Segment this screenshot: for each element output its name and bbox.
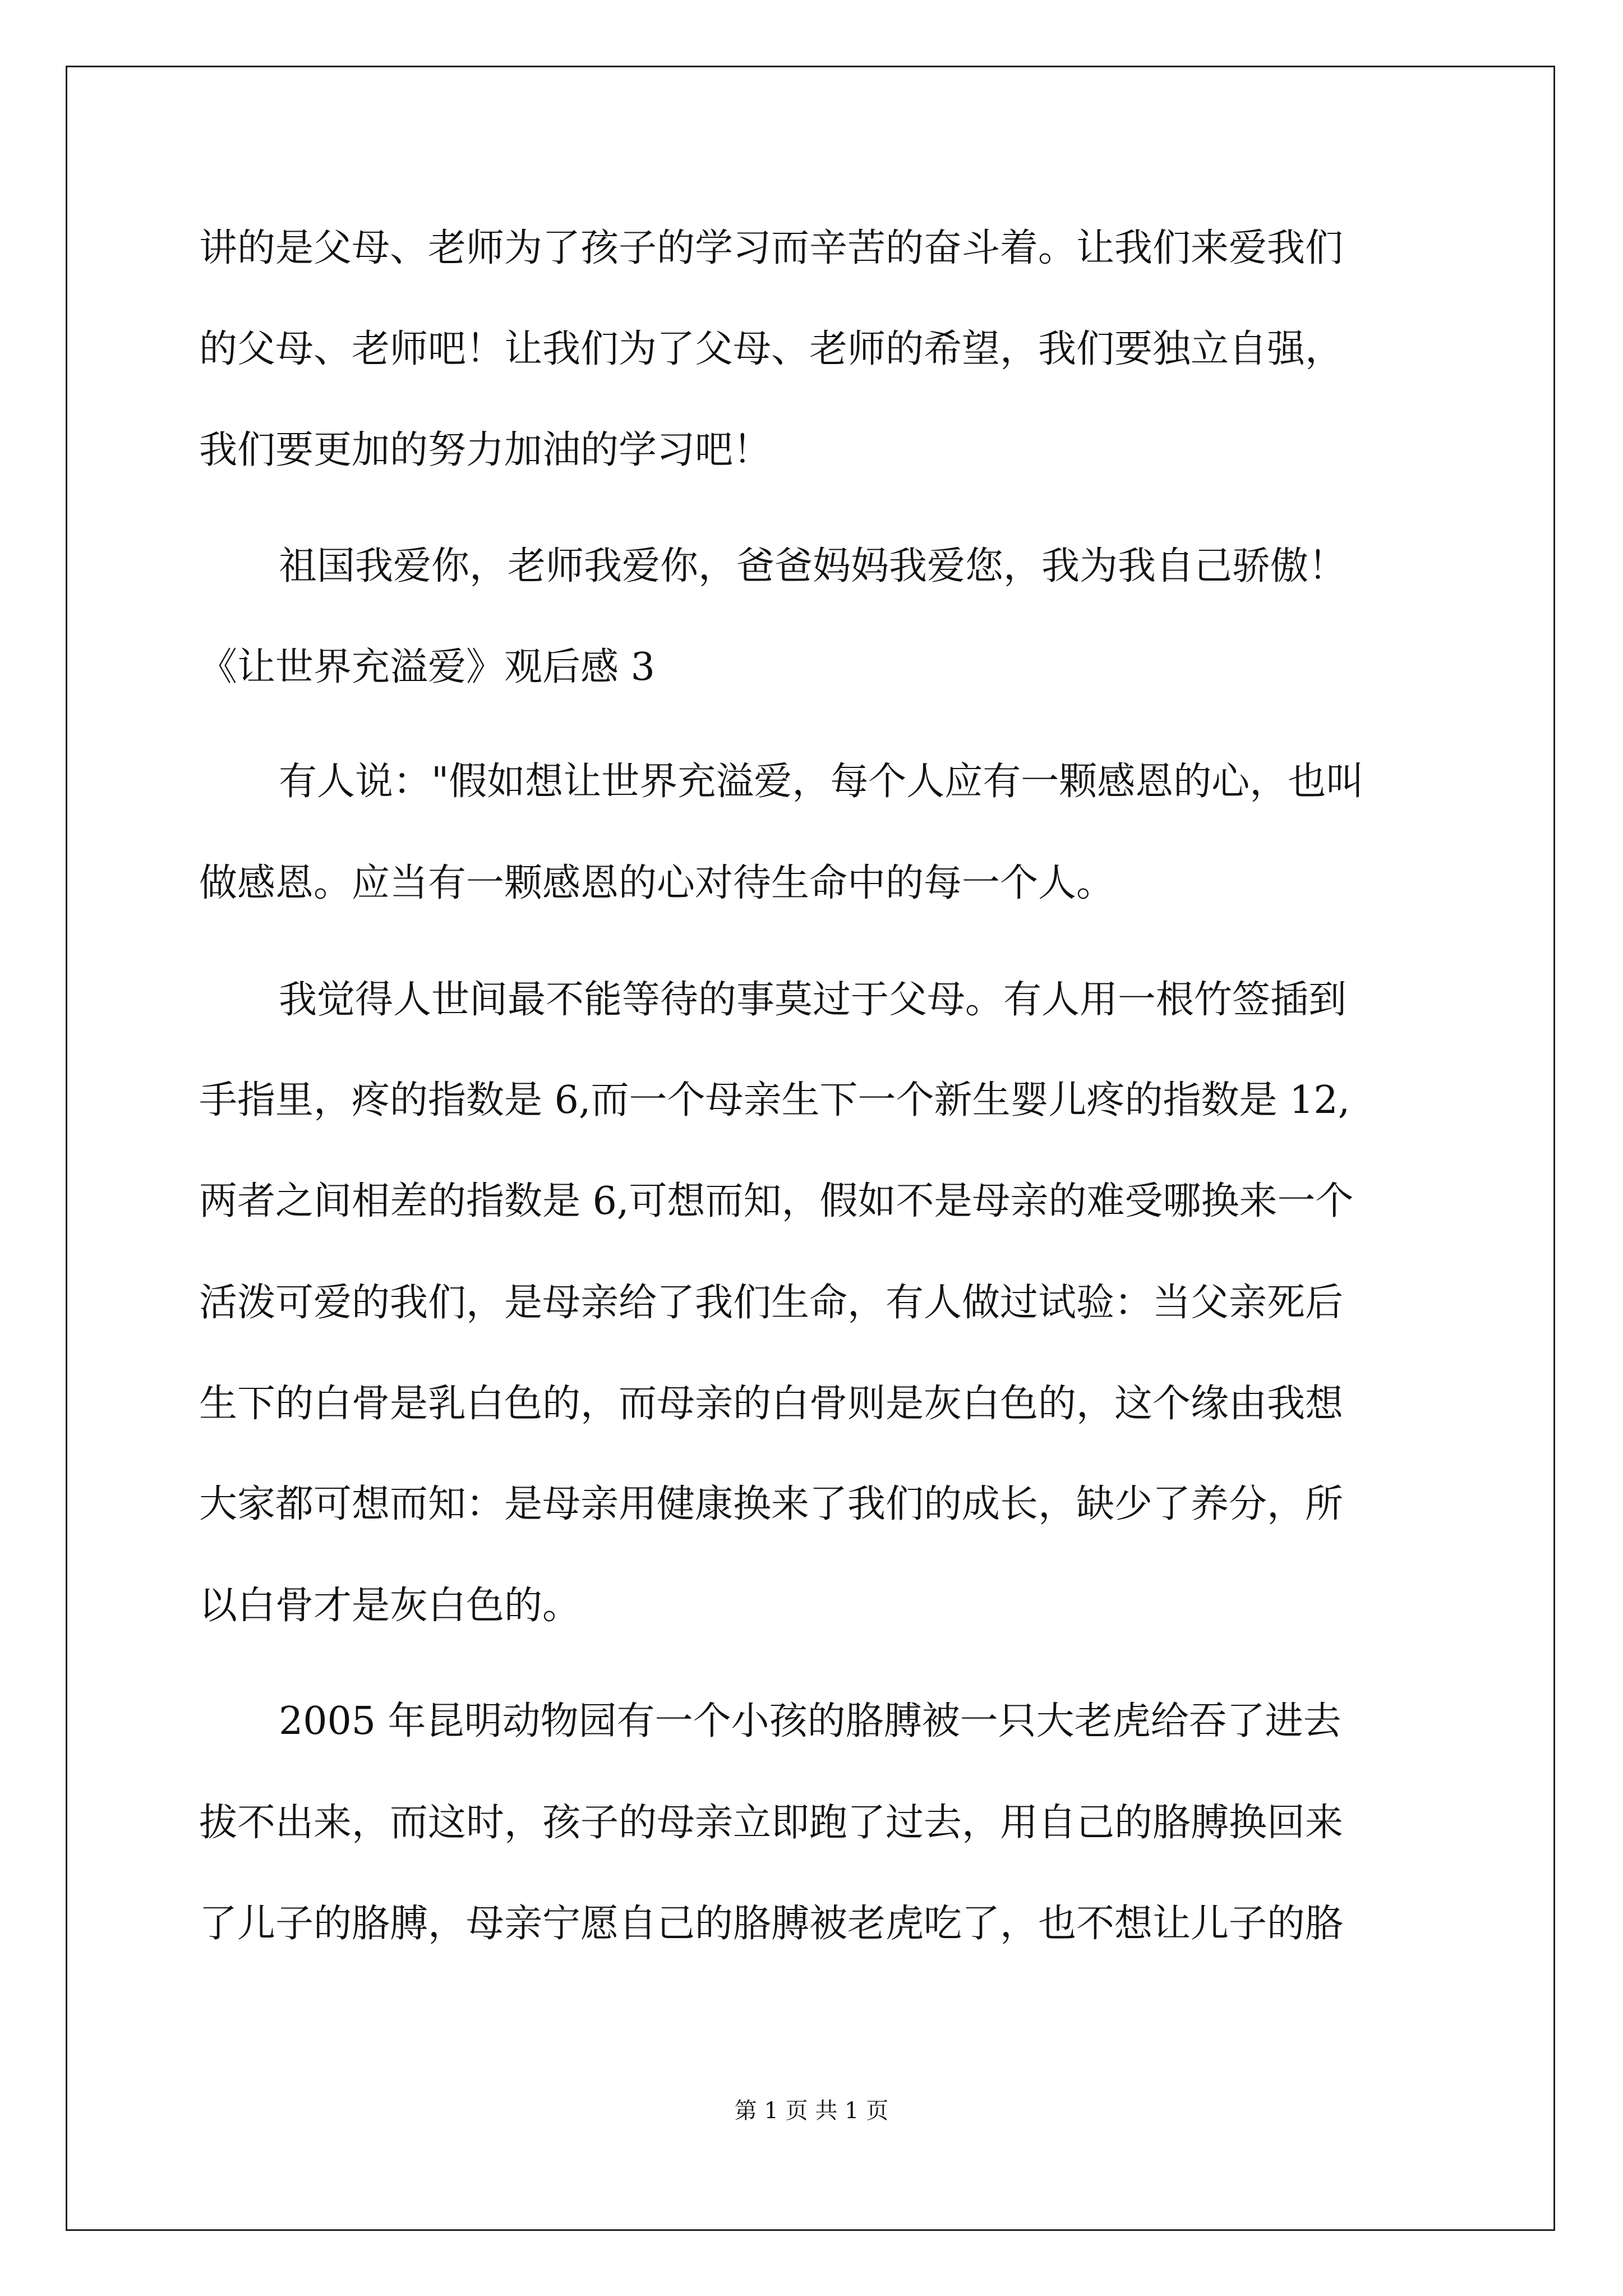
text-line: 拔不出来，而这时，孩子的母亲立即跑了过去，用自己的胳膊换回来 xyxy=(199,1801,1344,1845)
text-line: 2005 年昆明动物园有一个小孩的胳膊被一只大老虎给吞了进去 xyxy=(279,1699,1341,1743)
text-line: 大家都可想而知：是母亲用健康换来了我们的成长，缺少了养分，所 xyxy=(199,1482,1344,1526)
text-line: 有人说："假如想让世界充溢爱，每个人应有一颗感恩的心，也叫 xyxy=(279,760,1364,804)
text-line: 我们要更加的努力加油的学习吧！ xyxy=(199,428,772,472)
section-heading: 《让世界充溢爱》观后感 3 xyxy=(199,645,655,689)
text-line: 我觉得人世间最不能等待的事莫过于父母。有人用一根竹签插到 xyxy=(279,978,1347,1022)
text-line: 祖国我爱你，老师我爱你，爸爸妈妈我爱您，我为我自己骄傲！ xyxy=(279,544,1347,588)
text-line: 生下的白骨是乳白色的，而母亲的白骨则是灰白色的，这个缘由我想 xyxy=(199,1382,1344,1426)
page-footer: 第 1 页 共 1 页 xyxy=(734,2098,889,2124)
text-line: 两者之间相差的指数是 6,可想而知，假如不是母亲的难受哪换来一个 xyxy=(199,1179,1354,1223)
text-line: 活泼可爱的我们，是母亲给了我们生命，有人做过试验：当父亲死后 xyxy=(199,1281,1344,1325)
text-line: 了儿子的胳膊，母亲宁愿自己的胳膊被老虎吃了，也不想让儿子的胳 xyxy=(199,1902,1344,1946)
text-line: 讲的是父母、老师为了孩子的学习而辛苦的奋斗着。让我们来爱我们 xyxy=(199,226,1344,270)
text-line: 以白骨才是灰白色的。 xyxy=(199,1584,581,1628)
text-line: 手指里，疼的指数是 6,而一个母亲生下一个新生婴儿疼的指数是 12, xyxy=(199,1078,1350,1122)
text-line: 的父母、老师吧！让我们为了父母、老师的希望，我们要独立自强， xyxy=(199,327,1344,371)
text-line: 做感恩。应当有一颗感恩的心对待生命中的每一个人。 xyxy=(199,861,1115,905)
